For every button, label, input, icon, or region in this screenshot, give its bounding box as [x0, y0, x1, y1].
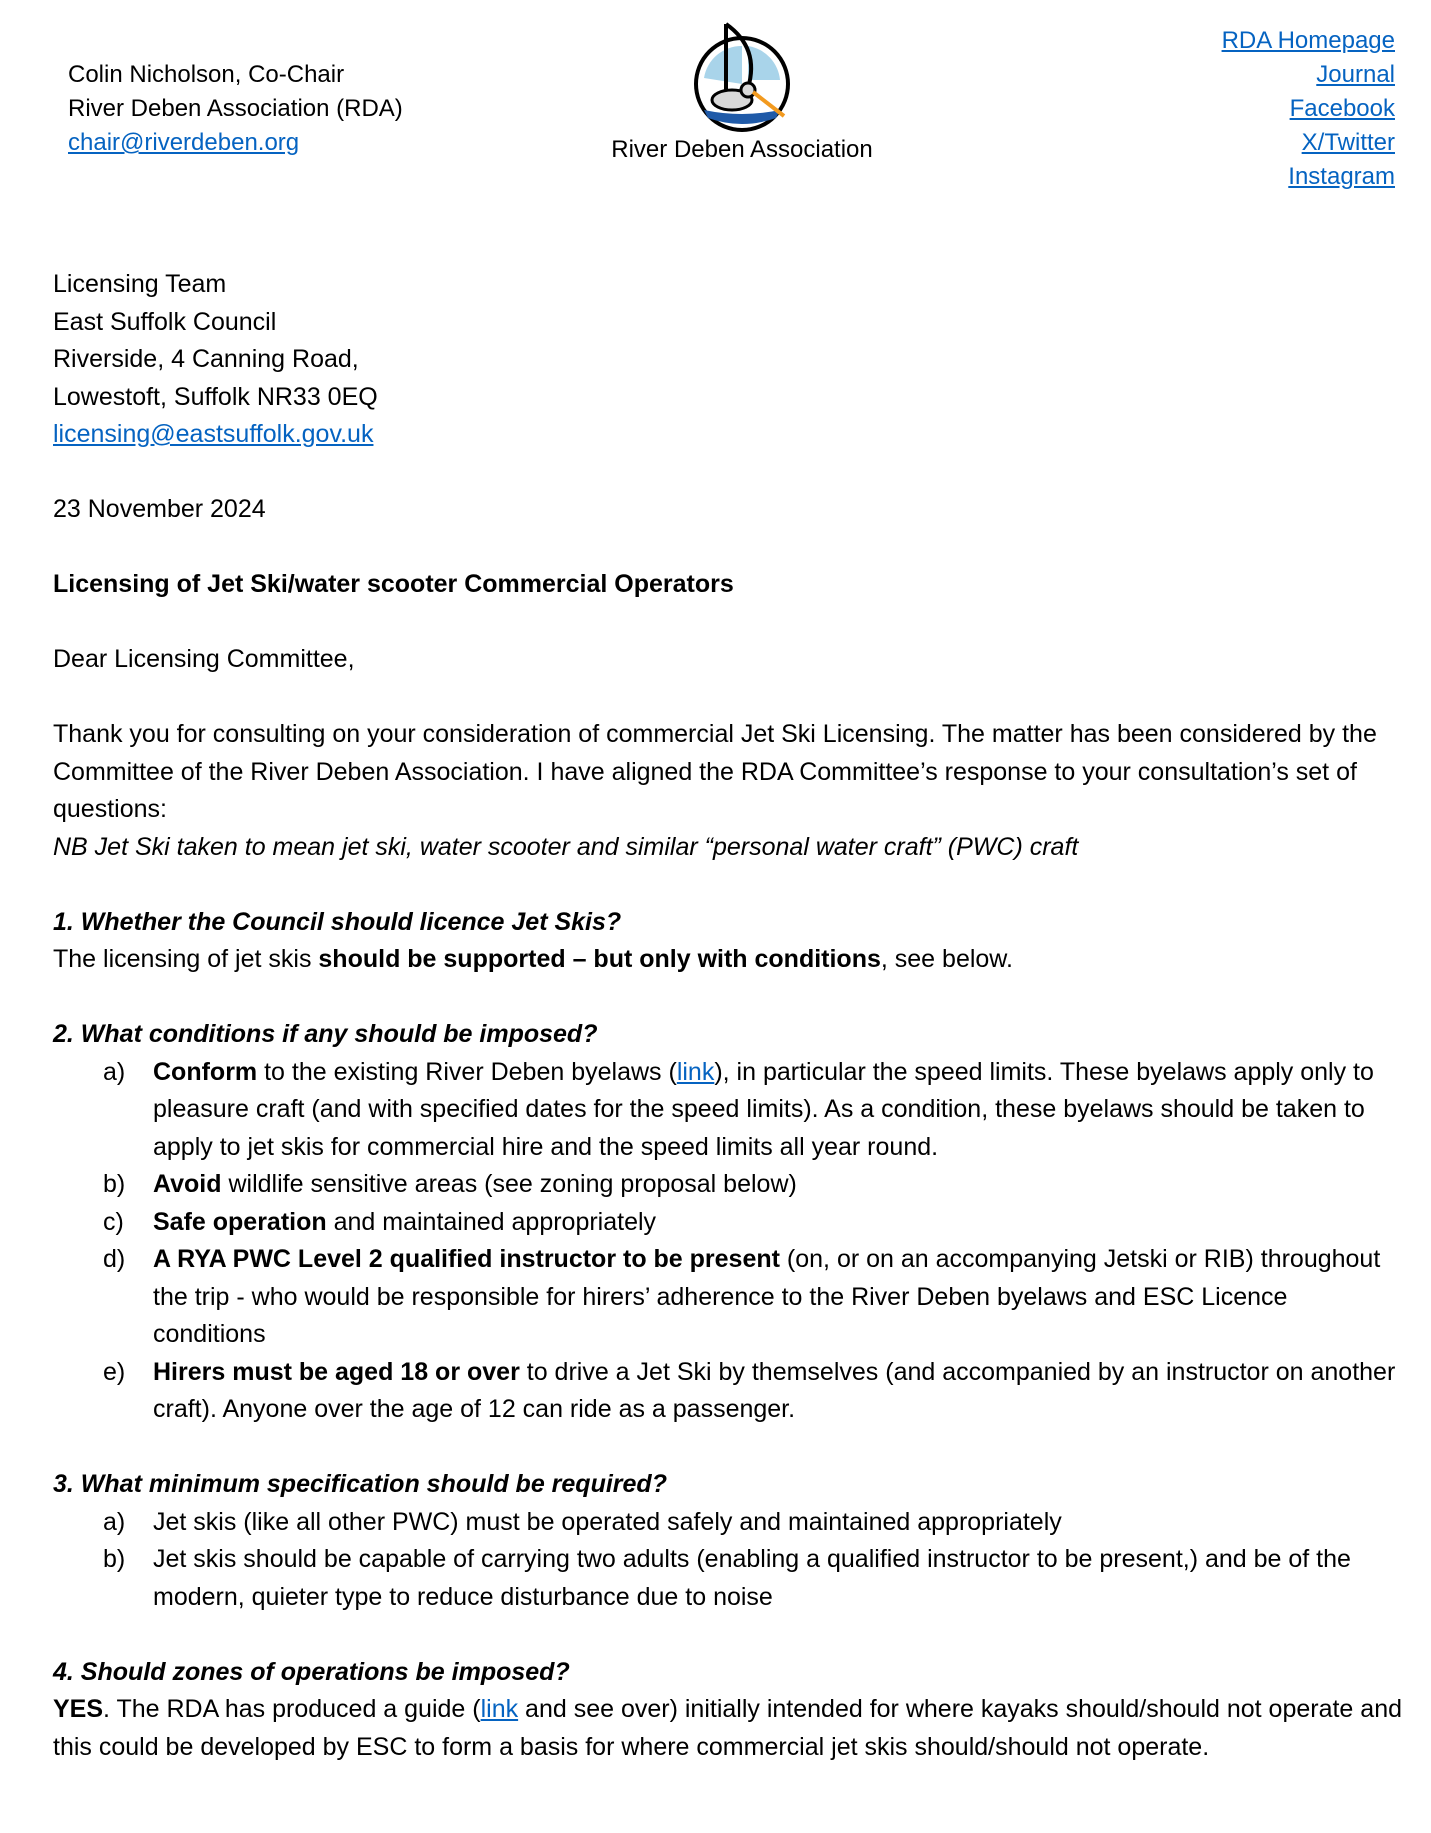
recipient-line: East Suffolk Council: [53, 307, 277, 336]
journal-link[interactable]: Journal: [1316, 61, 1395, 88]
list-item: b) Jet skis should be capable of carrying two adults (enabling a qualified instructor to be present,) and be of the modern, quieter type to reduce disturbance due to noise: [103, 1545, 1351, 1611]
sender-org: River Deben Association (RDA): [68, 95, 403, 122]
definition-note: NB Jet Ski taken to mean jet ski, water scooter and similar “personal water craft” (PWC) craft: [53, 832, 1079, 861]
sender-email-link[interactable]: chair@riverdeben.org: [68, 129, 300, 156]
byelaws-link[interactable]: link: [676, 1057, 715, 1086]
letter-subject: Licensing of Jet Ski/water scooter Commercial Operators: [53, 570, 734, 598]
recipient-block: [53, 266, 1403, 454]
header-links: [1222, 24, 1395, 194]
sender-block: [68, 58, 403, 160]
letter-date: 23 November 2024: [53, 495, 266, 523]
instagram-link[interactable]: Instagram: [1288, 163, 1395, 190]
logo-text: River Deben Association: [611, 136, 873, 163]
recipient-line: Licensing Team: [53, 270, 227, 298]
question-3-heading: 3. What minimum specification should be required?: [53, 1470, 667, 1498]
specification-list: [53, 1504, 1403, 1617]
question-1-heading: 1. Whether the Council should licence Jet Skis?: [53, 907, 622, 936]
list-item: b) Avoid wildlife sensitive areas (see zoning proposal below): [103, 1170, 797, 1198]
list-item: a) Jet skis (like all other PWC) must be operated safely and maintained appropriately: [103, 1507, 1062, 1536]
question-4-answer: YES. The RDA has produced a guide (link and see over) initially intended for where kayaks should/should not operate and this could be developed by ESC to form a basis for where commercial jet skis should/should not operate.: [53, 1695, 1402, 1761]
list-item: c) Safe operation and maintained appropriately: [103, 1207, 657, 1236]
recipient-email-link[interactable]: licensing@eastsuffolk.gov.uk: [53, 420, 374, 448]
list-item: d) A RYA PWC Level 2 qualified instructor to be present (on, or on an accompanying Jetski or RIB) throughout the trip - who would be responsible for hirers’ adherence to the River Deben byelaws and ESC Licence conditions: [103, 1245, 1381, 1348]
rda-homepage-link[interactable]: RDA Homepage: [1221, 27, 1395, 54]
recipient-line: Lowestoft, Suffolk NR33 0EQ: [53, 382, 378, 411]
conditions-list: [53, 1054, 1403, 1429]
salutation: Dear Licensing Committee,: [53, 645, 355, 673]
facebook-link[interactable]: Facebook: [1289, 95, 1395, 122]
rda-bird-sail-logo-icon: [682, 18, 802, 138]
letter-body: [53, 266, 1403, 1766]
question-2-heading: 2. What conditions if any should be imposed?: [53, 1020, 598, 1048]
recipient-line: Riverside, 4 Canning Road,: [53, 345, 359, 373]
question-1-answer: The licensing of jet skis should be supported – but only with conditions, see below.: [53, 945, 1013, 973]
intro-paragraph: Thank you for consulting on your consideration of commercial Jet Ski Licensing. The matter has been considered by the Committee of the River Deben Association. I have aligned the RDA Committee’s response to your consultation’s set of questions:: [53, 720, 1377, 823]
rda-logo: [592, 18, 892, 164]
kayak-guide-link[interactable]: link: [480, 1695, 519, 1723]
list-item: a) Conform to the existing River Deben byelaws (link), in particular the speed limits. These byelaws apply only to pleasure craft (and with specified dates for the speed limits). As a condition, these byelaws should be taken to apply to jet skis for commercial hire and the speed limits all year round.: [103, 1057, 1374, 1161]
list-item: e) Hirers must be aged 18 or over to drive a Jet Ski by themselves (and accompanied by an instructor on another craft). Anyone over the age of 12 can ride as a passenger.: [103, 1357, 1396, 1423]
sender-name: Colin Nicholson, Co-Chair: [68, 61, 345, 88]
x-twitter-link[interactable]: X/Twitter: [1301, 129, 1395, 156]
question-4-heading: 4. Should zones of operations be imposed?: [53, 1657, 570, 1686]
